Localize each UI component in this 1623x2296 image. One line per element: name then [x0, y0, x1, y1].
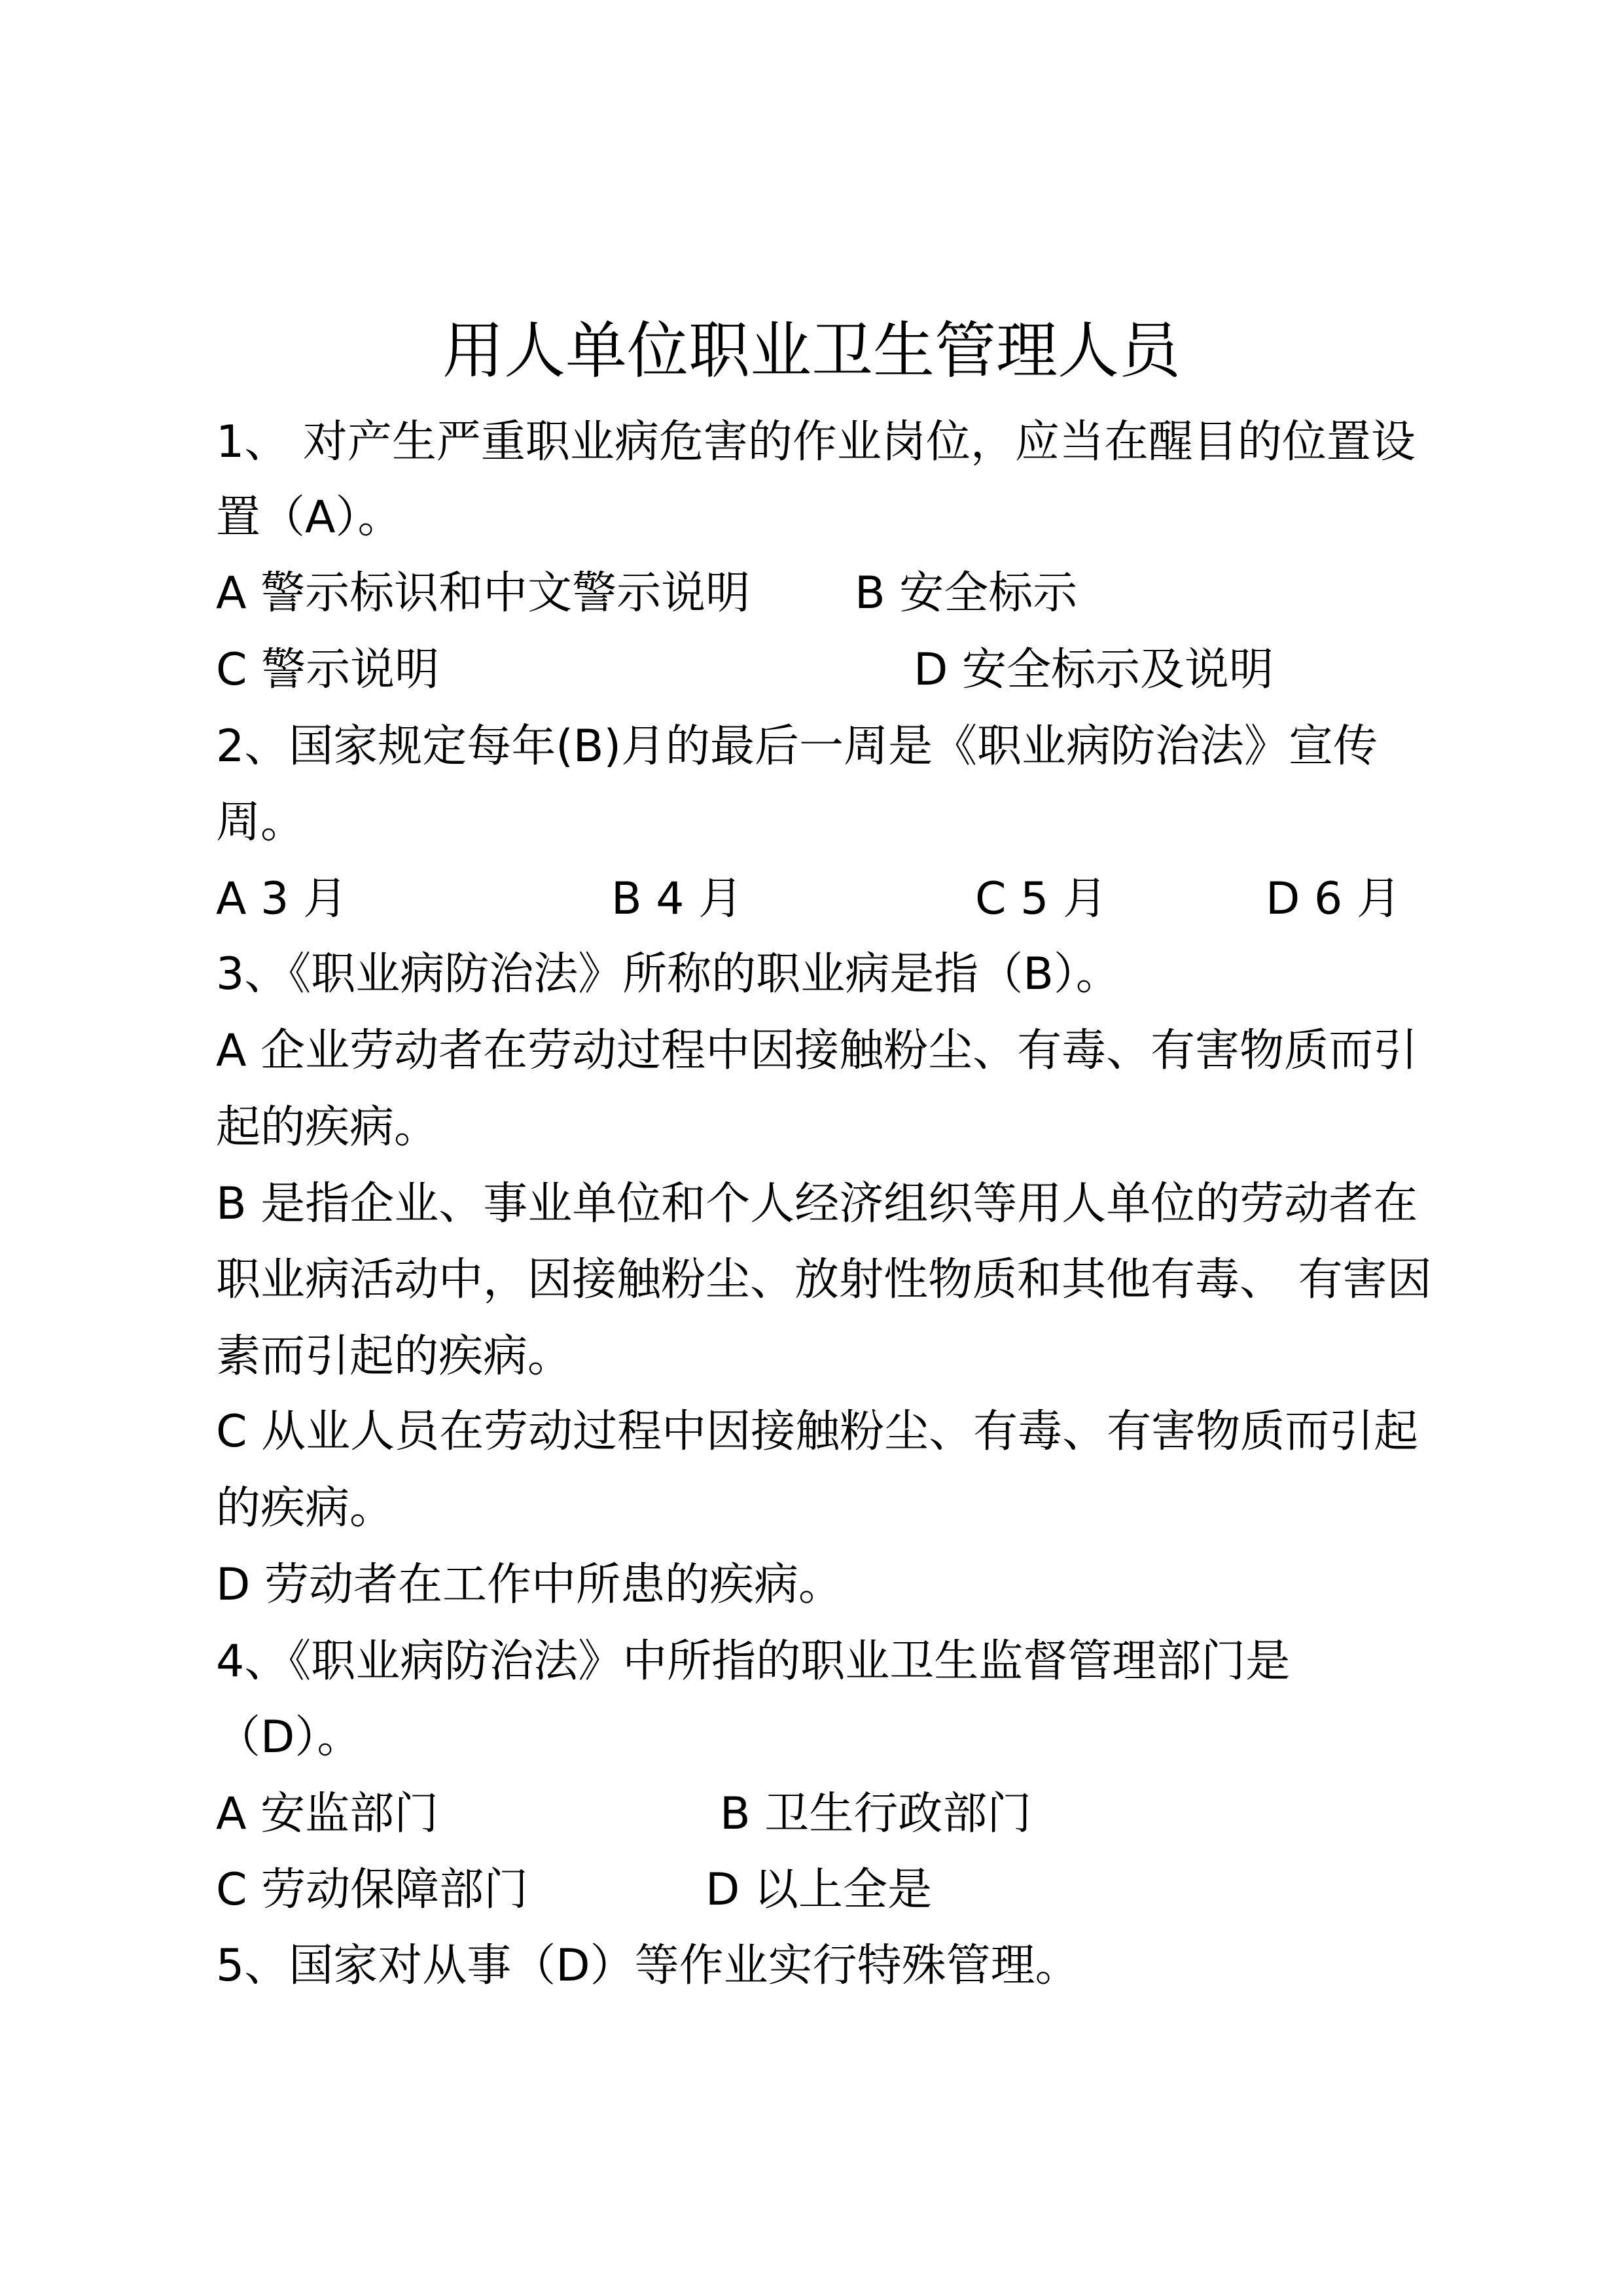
q3-option-c-line-1: C 从业人员在劳动过程中因接触粉尘、有毒、有害物质而引起 — [216, 1406, 1419, 1458]
q3-stem: 3、《职业病防治法》所称的职业病是指（B）。 — [216, 948, 1120, 1000]
q2-option-d: D 6 月 — [1266, 873, 1401, 925]
q3-option-c-line-2: 的疾病。 — [216, 1482, 395, 1534]
page-title: 用人单位职业卫生管理人员 — [442, 315, 1181, 387]
q3-option-b-line-3: 素而引起的疾病。 — [216, 1331, 573, 1382]
q1-stem-line-2: 置（A）。 — [216, 492, 402, 543]
q2-option-a: A 3 月 — [216, 873, 348, 925]
q3-option-a-line-1: A 企业劳动者在劳动过程中因接触粉尘、有毒、有害物质而引 — [216, 1025, 1418, 1077]
q4-option-c: C 劳动保障部门 — [216, 1864, 529, 1916]
q1-stem-line-1: 1、 对产生严重职业病危害的作业岗位，应当在醒目的位置设 — [216, 416, 1416, 468]
q3-option-b-line-1: B 是指企业、事业单位和个人经济组织等用人单位的劳动者在 — [216, 1178, 1418, 1230]
q1-option-b: B 安全标示 — [855, 567, 1078, 619]
q2-option-c: C 5 月 — [975, 873, 1107, 925]
q2-stem-line-1: 2、国家规定每年(B)月的最后一周是《职业病防治法》宣传 — [216, 721, 1378, 772]
q2-stem-line-2: 周。 — [216, 797, 306, 848]
q3-option-b-line-2: 职业病活动中，因接触粉尘、放射性物质和其他有毒、 有害因 — [216, 1254, 1432, 1306]
q4-stem-line-1: 4、《职业病防治法》中所指的职业卫生监督管理部门是 — [216, 1636, 1291, 1687]
q4-option-a: A 安监部门 — [216, 1788, 439, 1840]
q2-option-b: B 4 月 — [611, 873, 743, 925]
q3-option-d: D 劳动者在工作中所患的疾病。 — [216, 1559, 843, 1611]
q4-option-d: D 以上全是 — [705, 1864, 932, 1916]
q1-option-d: D 安全标示及说明 — [914, 644, 1274, 696]
q5-stem: 5、国家对从事（D）等作业实行特殊管理。 — [216, 1940, 1080, 1992]
q4-stem-line-2: （D）。 — [216, 1712, 362, 1763]
q1-option-c: C 警示说明 — [216, 644, 440, 696]
q1-option-a: A 警示标识和中文警示说明 — [216, 567, 751, 619]
q3-option-a-line-2: 起的疾病。 — [216, 1102, 439, 1153]
q4-option-b: B 卫生行政部门 — [720, 1788, 1032, 1840]
